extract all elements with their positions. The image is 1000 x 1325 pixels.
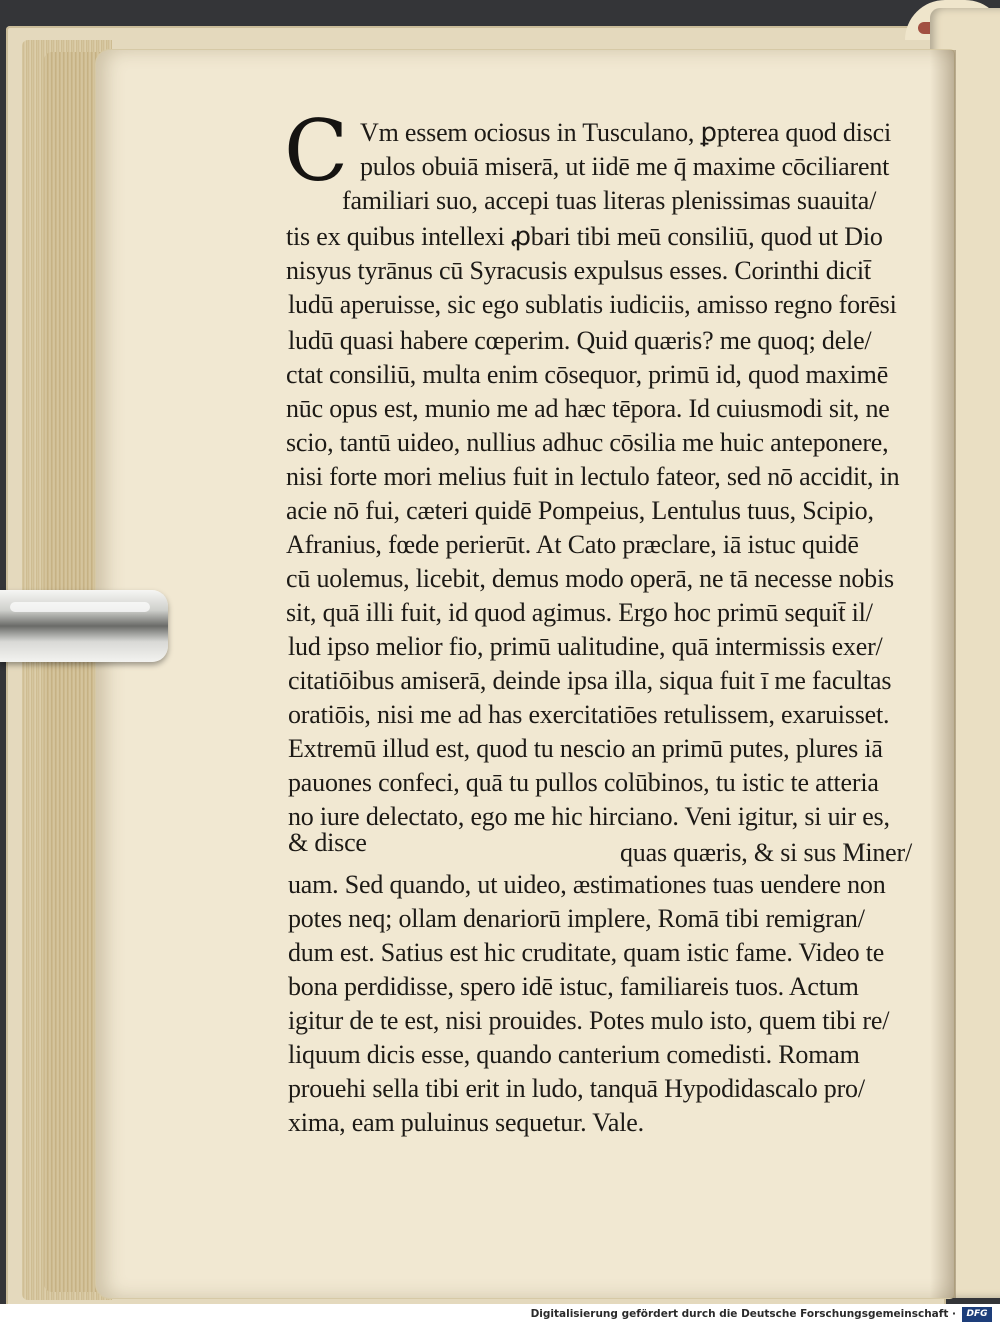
- text-line: ludū quasi habere cœperim. Quid quæris? me quoq; dele/: [288, 326, 872, 355]
- drop-capital: C: [284, 102, 349, 200]
- text-line: dum est. Satius est hic cruditate, quam istic fame. Video te: [288, 938, 885, 967]
- text-line: igitur de te est, nisi prouides. Potes mulo isto, quem tibi re/: [288, 1006, 890, 1035]
- text-line: tis ex quibus intellexi ꝓbari tibi meū consiliū, quod ut Dio: [286, 222, 883, 251]
- funding-notice: Digitalisierung gefördert durch die Deutsche Forschungsgemeinschaft ·: [530, 1308, 956, 1320]
- text-line: bona perdidisse, spero idē istuc, familiareis tuos. Actum: [288, 972, 859, 1001]
- text-line: scio, tantū uideo, nullius adhuc cōsilia me huic anteponere,: [286, 428, 889, 457]
- text-line: familiari suo, accepi tuas literas plenissimas suauita/: [342, 186, 877, 215]
- page-gutter: [930, 50, 956, 1298]
- text-line: pulos obuiā miserā, ut iidē me q̄ maxime cōciliarent: [360, 152, 890, 181]
- text-line: ctat consiliū, multa enim cōsequor, primū id, quod maximē: [286, 360, 889, 389]
- text-line: acie nō fui, cæteri quidē Pompeius, Lentulus tuus, Scipio,: [286, 496, 874, 525]
- text-line: oratiōis, nisi me ad has exercitatiōes retulissem, exaruisset.: [288, 700, 890, 729]
- text-line: Afranius, fœde perierūt. At Cato præclare, iā istuc quidē: [286, 530, 859, 559]
- text-line: cū uolemus, licebit, demus modo operā, ne tā necesse nobis: [286, 564, 894, 593]
- text-line: ludū aperuisse, sic ego sublatis iudiciis, amisso regno forēsi: [288, 290, 897, 319]
- text-line: nisyus tyrānus cū Syracusis expulsus esses. Corinthi dicit̄: [286, 256, 871, 285]
- text-line: liquum dicis esse, quando canterium comedisti. Romam: [288, 1040, 860, 1069]
- glass-weight: [0, 590, 168, 662]
- text-line: prouehi sella tibi erit in ludo, tanquā Hypodidascalo pro/: [288, 1074, 865, 1103]
- text-line: lud ipso melior fio, primū ualitudine, quā intermissis exer/: [288, 632, 883, 661]
- text-line: no iure delectato, ego me hic hirciano. Veni igitur, si uir es,: [288, 802, 890, 831]
- dfg-logo-icon[interactable]: DFG: [962, 1307, 992, 1322]
- glass-highlight: [10, 602, 150, 612]
- text-line: citatiōibus amiserā, deinde ipsa illa, siqua fuit ī me facultas: [288, 666, 892, 695]
- text-line: Extremū illud est, quod tu nescio an primū putes, plures iā: [288, 734, 883, 763]
- text-line: uam. Sed quando, ut uideo, æstimationes tuas uendere non: [288, 870, 886, 899]
- text-line: pauones confeci, quā tu pullos colūbinos, tu istic te atteria: [288, 768, 879, 797]
- text-line: nūc opus est, munio me ad hæc tēpora. Id cuiusmodi sit, ne: [286, 394, 890, 423]
- text-line: quas quæris, & si sus Miner/: [620, 838, 912, 867]
- text-line: nisi forte mori melius fuit in lectulo fateor, sed nō accidit, in: [286, 462, 900, 491]
- footer-bar: [0, 1304, 1000, 1325]
- text-line: sit, quā illi fuit, id quod agimus. Ergo hoc primū sequit̄ il/: [286, 598, 873, 627]
- text-line: potes neq; ollam denariorū implere, Romā tibi remigran/: [288, 904, 865, 933]
- text-line: xima, eam puluinus sequetur. Vale.: [288, 1108, 644, 1137]
- text-line: Vm essem ociosus in Tusculano, ꝑpterea quod disci: [360, 118, 891, 147]
- text-line: & disce: [288, 828, 367, 857]
